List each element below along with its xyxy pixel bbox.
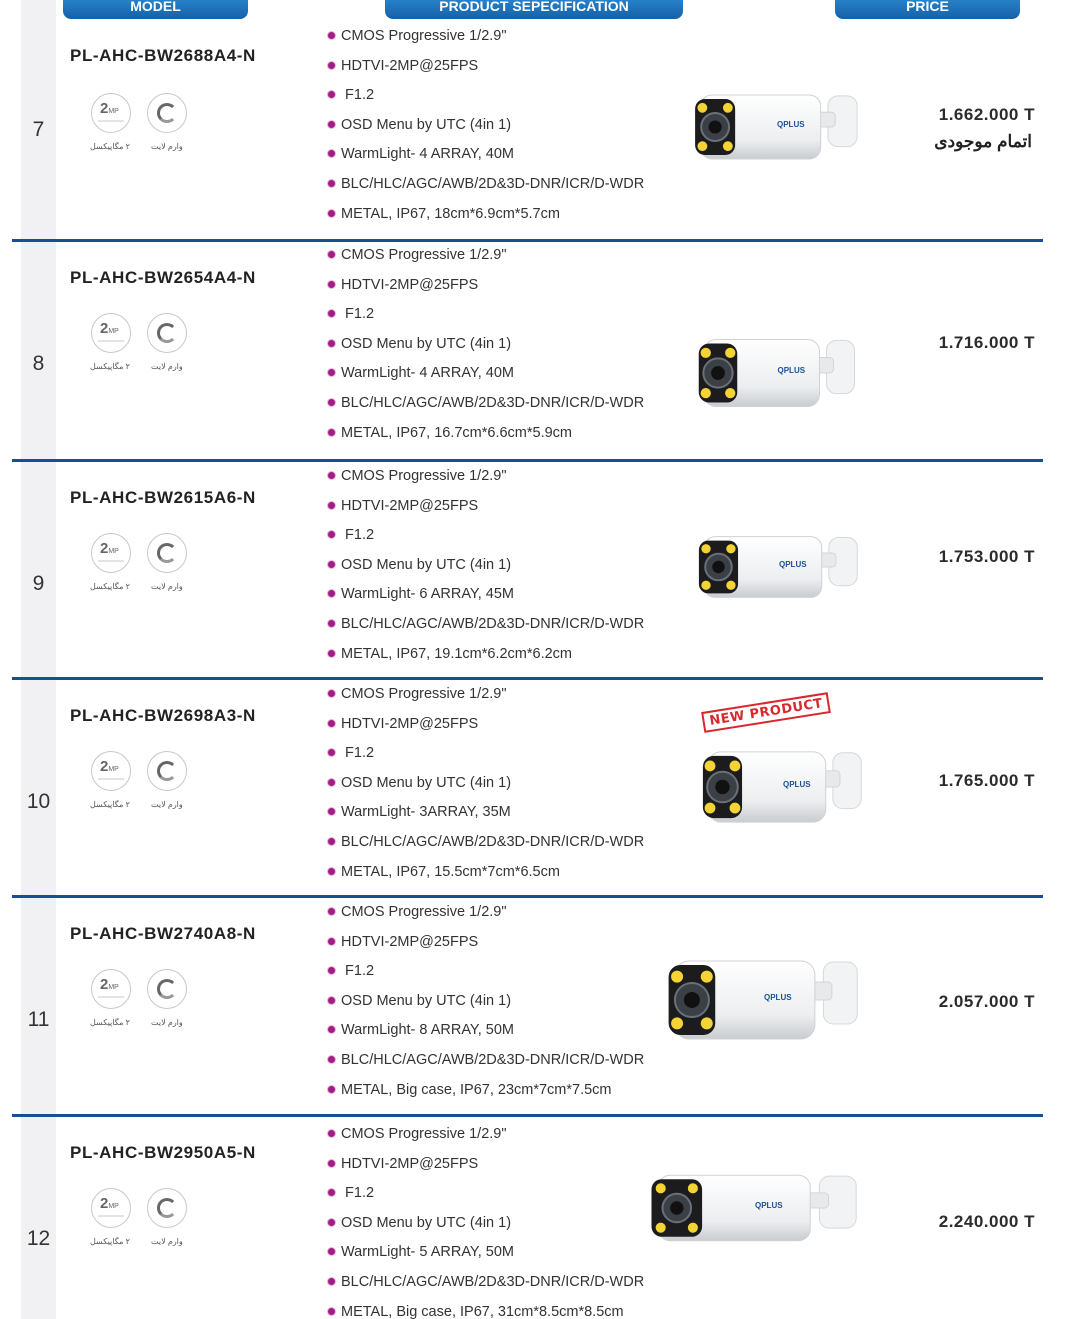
spec-text: WarmLight- 4 ARRAY, 40M xyxy=(341,365,514,382)
spec-text: CMOS Progressive 1/2.9" xyxy=(341,247,507,263)
spec-text: F1.2 xyxy=(341,87,375,104)
spec-text: HDTVI-2MP@25FPS xyxy=(341,933,479,950)
bullet-dot-icon xyxy=(328,967,335,974)
column-header-price: PRICE xyxy=(835,0,1020,19)
spec-text: OSD Menu by UTC (4in 1) xyxy=(341,1214,512,1231)
stock-status: اتمام موجودی xyxy=(934,132,1032,151)
price-value: 1.662.000 T xyxy=(938,105,1035,124)
spec-text: METAL, IP67, 15.5cm*7cm*6.5cm xyxy=(341,863,560,880)
spec-item xyxy=(328,206,644,236)
bullet-dot-icon xyxy=(328,121,335,128)
warm-light-swirl-icon xyxy=(157,103,177,123)
spec-item xyxy=(328,834,644,864)
spec-item xyxy=(328,993,644,1023)
bullet-dot-icon xyxy=(328,1026,335,1033)
spec-text: OSD Menu by UTC (4in 1) xyxy=(341,774,512,791)
spec-item xyxy=(328,1215,644,1245)
bullet-dot-icon xyxy=(328,997,335,1004)
bullet-dot-icon xyxy=(328,1056,335,1063)
megapixel-number: 2 xyxy=(100,320,109,337)
megapixel-caption: ۲ مگاپیکسل xyxy=(90,362,130,371)
megapixel-unit: MP xyxy=(108,328,119,335)
warm-light-swirl-icon xyxy=(157,543,177,563)
spec-item xyxy=(328,1156,644,1186)
spec-item xyxy=(328,1304,644,1319)
spec-item xyxy=(328,934,644,964)
spec-item xyxy=(328,306,644,336)
megapixel-value xyxy=(100,758,119,775)
spec-item xyxy=(328,87,644,117)
spec-item xyxy=(328,498,644,528)
spec-item xyxy=(328,616,644,646)
model-name: PL-AHC-BW2615A6-N xyxy=(70,488,256,507)
megapixel-caption: ۲ مگاپیکسل xyxy=(90,142,130,151)
bullet-dot-icon xyxy=(328,650,335,657)
price-value: 2.240.000 T xyxy=(938,1212,1035,1231)
spec-text: METAL, Big case, IP67, 31cm*8.5cm*8.5cm xyxy=(341,1303,624,1319)
row-divider xyxy=(12,239,1043,242)
spec-text: METAL, Big case, IP67, 23cm*7cm*7.5cm xyxy=(341,1081,612,1098)
spec-text: HDTVI-2MP@25FPS xyxy=(341,1155,479,1172)
warm-light-caption: وارم لایت xyxy=(151,362,183,371)
spec-text: HDTVI-2MP@25FPS xyxy=(341,276,479,293)
megapixel-value xyxy=(100,540,119,557)
index-column-background xyxy=(21,0,56,1319)
row-number: 11 xyxy=(27,1008,50,1031)
spec-item xyxy=(328,1244,644,1274)
bullet-dot-icon xyxy=(328,472,335,479)
megapixel-value xyxy=(100,100,119,117)
svg-text:QPLUS: QPLUS xyxy=(777,120,805,129)
spec-item xyxy=(328,686,644,716)
price-value: 2.057.000 T xyxy=(938,992,1035,1011)
bullet-dot-icon xyxy=(328,908,335,915)
spec-item xyxy=(328,804,644,834)
spec-text: BLC/HLC/AGC/AWB/2D&3D-DNR/ICR/D-WDR xyxy=(341,833,645,850)
spec-text: CMOS Progressive 1/2.9" xyxy=(341,686,507,702)
model-name: PL-AHC-BW2740A8-N xyxy=(70,924,256,943)
megapixel-value xyxy=(100,1195,119,1212)
spec-text: BLC/HLC/AGC/AWB/2D&3D-DNR/ICR/D-WDR xyxy=(341,1273,645,1290)
spec-text: OSD Menu by UTC (4in 1) xyxy=(341,335,512,352)
bullet-dot-icon xyxy=(328,1278,335,1285)
spec-item xyxy=(328,963,644,993)
spec-item xyxy=(328,58,644,88)
spec-item xyxy=(328,277,644,307)
model-name: PL-AHC-BW2688A4-N xyxy=(70,46,256,65)
row-divider xyxy=(12,1114,1043,1117)
spec-text: METAL, IP67, 18cm*6.9cm*5.7cm xyxy=(341,205,560,222)
megapixel-caption: ۲ مگاپیکسل xyxy=(90,1018,130,1027)
spec-item xyxy=(328,1022,644,1052)
spec-list xyxy=(328,28,644,235)
spec-item xyxy=(328,425,644,455)
megapixel-badge-icon xyxy=(91,751,131,791)
spec-text: HDTVI-2MP@25FPS xyxy=(341,57,479,74)
bullet-dot-icon xyxy=(328,180,335,187)
bullet-dot-icon xyxy=(328,1189,335,1196)
badge-underline xyxy=(98,340,124,342)
spec-text: WarmLight- 5 ARRAY, 50M xyxy=(341,1244,514,1261)
bullet-dot-icon xyxy=(328,590,335,597)
spec-list xyxy=(328,247,644,454)
megapixel-caption: ۲ مگاپیکسل xyxy=(90,582,130,591)
megapixel-badge-icon xyxy=(91,533,131,573)
megapixel-number: 2 xyxy=(100,100,109,117)
bullet-dot-icon xyxy=(328,340,335,347)
megapixel-unit: MP xyxy=(108,548,119,555)
spec-text: METAL, IP67, 19.1cm*6.2cm*6.2cm xyxy=(341,645,573,662)
svg-text:QPLUS: QPLUS xyxy=(764,993,792,1002)
svg-text:QPLUS: QPLUS xyxy=(783,780,811,789)
megapixel-unit: MP xyxy=(108,1203,119,1210)
spec-text: CMOS Progressive 1/2.9" xyxy=(341,1126,507,1142)
bullet-camera-icon xyxy=(690,330,865,421)
spec-item xyxy=(328,1082,644,1112)
spec-item xyxy=(328,247,644,277)
spec-text: WarmLight- 3ARRAY, 35M xyxy=(341,804,511,821)
warm-light-badge-icon xyxy=(147,93,187,133)
spec-item xyxy=(328,468,644,498)
spec-item xyxy=(328,146,644,176)
spec-item xyxy=(328,557,644,587)
megapixel-number: 2 xyxy=(100,976,109,993)
warm-light-badge-icon xyxy=(147,1188,187,1228)
row-number: 7 xyxy=(32,118,45,141)
bullet-dot-icon xyxy=(328,779,335,786)
bullet-dot-icon xyxy=(328,251,335,258)
row-number: 12 xyxy=(26,1227,51,1250)
bullet-dot-icon xyxy=(328,808,335,815)
spec-text: BLC/HLC/AGC/AWB/2D&3D-DNR/ICR/D-WDR xyxy=(341,175,645,192)
warm-light-swirl-icon xyxy=(157,1198,177,1218)
row-number: 9 xyxy=(32,572,45,595)
spec-list xyxy=(328,904,644,1111)
svg-text:QPLUS: QPLUS xyxy=(779,560,807,569)
spec-item xyxy=(328,28,644,58)
megapixel-badge-icon xyxy=(91,1188,131,1228)
bullet-dot-icon xyxy=(328,32,335,39)
warm-light-caption: وارم لایت xyxy=(151,1237,183,1246)
bullet-dot-icon xyxy=(328,531,335,538)
bullet-camera-icon xyxy=(690,528,868,611)
badge-underline xyxy=(98,120,124,122)
price-value: 1.753.000 T xyxy=(938,547,1035,566)
spec-text: WarmLight- 4 ARRAY, 40M xyxy=(341,146,514,163)
spec-item xyxy=(328,176,644,206)
warm-light-caption: وارم لایت xyxy=(151,800,183,809)
price-value: 1.716.000 T xyxy=(938,333,1035,352)
spec-item xyxy=(328,1185,644,1215)
spec-text: BLC/HLC/AGC/AWB/2D&3D-DNR/ICR/D-WDR xyxy=(341,1051,645,1068)
badge-underline xyxy=(98,778,124,780)
spec-item xyxy=(328,745,644,775)
megapixel-unit: MP xyxy=(108,766,119,773)
bullet-dot-icon xyxy=(328,62,335,69)
spec-text: WarmLight- 6 ARRAY, 45M xyxy=(341,586,514,603)
bullet-camera-icon xyxy=(694,742,872,837)
badge-underline xyxy=(98,560,124,562)
spec-item xyxy=(328,117,644,147)
svg-text:QPLUS: QPLUS xyxy=(755,1201,783,1210)
spec-text: F1.2 xyxy=(341,1185,375,1202)
row-number: 10 xyxy=(26,790,51,813)
spec-text: CMOS Progressive 1/2.9" xyxy=(341,468,507,484)
warm-light-badge-icon xyxy=(147,969,187,1009)
bullet-dot-icon xyxy=(328,1130,335,1137)
svg-text:QPLUS: QPLUS xyxy=(777,366,806,375)
bullet-dot-icon xyxy=(328,310,335,317)
spec-text: BLC/HLC/AGC/AWB/2D&3D-DNR/ICR/D-WDR xyxy=(341,394,645,411)
spec-text: OSD Menu by UTC (4in 1) xyxy=(341,116,512,133)
spec-text: OSD Menu by UTC (4in 1) xyxy=(341,556,512,573)
megapixel-value xyxy=(100,320,119,337)
spec-item xyxy=(328,336,644,366)
price-value: 1.765.000 T xyxy=(938,771,1035,790)
megapixel-number: 2 xyxy=(100,540,109,557)
model-name: PL-AHC-BW2698A3-N xyxy=(70,706,256,725)
row-divider xyxy=(12,895,1043,898)
bullet-dot-icon xyxy=(328,620,335,627)
spec-text: CMOS Progressive 1/2.9" xyxy=(341,904,507,920)
bullet-dot-icon xyxy=(328,429,335,436)
bullet-camera-icon xyxy=(658,950,870,1055)
bullet-dot-icon xyxy=(328,749,335,756)
warm-light-badge-icon xyxy=(147,313,187,353)
spec-item xyxy=(328,716,644,746)
model-name: PL-AHC-BW2654A4-N xyxy=(70,268,256,287)
spec-list xyxy=(328,686,644,893)
column-header-model: MODEL xyxy=(63,0,248,19)
bullet-dot-icon xyxy=(328,1248,335,1255)
warm-light-caption: وارم لایت xyxy=(151,142,183,151)
spec-list xyxy=(328,1126,644,1319)
bullet-dot-icon xyxy=(328,210,335,217)
spec-text: METAL, IP67, 16.7cm*6.6cm*5.9cm xyxy=(341,424,573,441)
bullet-dot-icon xyxy=(328,1308,335,1315)
spec-item xyxy=(328,775,644,805)
spec-item xyxy=(328,1126,644,1156)
bullet-dot-icon xyxy=(328,720,335,727)
new-product-stamp: NEW PRODUCT xyxy=(701,692,831,733)
warm-light-badge-icon xyxy=(147,751,187,791)
megapixel-badge-icon xyxy=(91,969,131,1009)
warm-light-caption: وارم لایت xyxy=(151,582,183,591)
spec-item xyxy=(328,527,644,557)
spec-text: F1.2 xyxy=(341,745,375,762)
bullet-dot-icon xyxy=(328,1160,335,1167)
spec-item xyxy=(328,904,644,934)
badge-underline xyxy=(98,996,124,998)
bullet-dot-icon xyxy=(328,690,335,697)
spec-text: BLC/HLC/AGC/AWB/2D&3D-DNR/ICR/D-WDR xyxy=(341,615,645,632)
bullet-dot-icon xyxy=(328,399,335,406)
spec-text: HDTVI-2MP@25FPS xyxy=(341,497,479,514)
bullet-dot-icon xyxy=(328,91,335,98)
megapixel-unit: MP xyxy=(108,984,119,991)
spec-list xyxy=(328,468,644,675)
row-divider xyxy=(12,459,1043,462)
bullet-dot-icon xyxy=(328,561,335,568)
spec-item xyxy=(328,365,644,395)
megapixel-badge-icon xyxy=(91,313,131,353)
spec-text: CMOS Progressive 1/2.9" xyxy=(341,28,507,44)
megapixel-caption: ۲ مگاپیکسل xyxy=(90,1237,130,1246)
bullet-dot-icon xyxy=(328,1086,335,1093)
spec-item xyxy=(328,395,644,425)
bullet-dot-icon xyxy=(328,281,335,288)
spec-text: F1.2 xyxy=(341,306,375,323)
warm-light-caption: وارم لایت xyxy=(151,1018,183,1027)
warm-light-swirl-icon xyxy=(157,323,177,343)
megapixel-unit: MP xyxy=(108,108,119,115)
warm-light-badge-icon xyxy=(147,533,187,573)
row-number: 8 xyxy=(32,352,45,375)
spec-item xyxy=(328,1274,644,1304)
megapixel-caption: ۲ مگاپیکسل xyxy=(90,800,130,809)
model-name: PL-AHC-BW2950A5-N xyxy=(70,1143,256,1162)
column-header-specification: PRODUCT SEPECIFICATION xyxy=(385,0,683,19)
warm-light-swirl-icon xyxy=(157,979,177,999)
megapixel-number: 2 xyxy=(100,1195,109,1212)
row-divider xyxy=(12,677,1043,680)
bullet-dot-icon xyxy=(328,938,335,945)
spec-text: F1.2 xyxy=(341,527,375,544)
spec-text: HDTVI-2MP@25FPS xyxy=(341,715,479,732)
spec-item xyxy=(328,864,644,894)
megapixel-value xyxy=(100,976,119,993)
bullet-camera-icon xyxy=(686,86,868,173)
bullet-dot-icon xyxy=(328,838,335,845)
badge-underline xyxy=(98,1215,124,1217)
spec-item xyxy=(328,586,644,616)
bullet-dot-icon xyxy=(328,868,335,875)
bullet-dot-icon xyxy=(328,150,335,157)
bullet-dot-icon xyxy=(328,369,335,376)
bullet-dot-icon xyxy=(328,502,335,509)
warm-light-swirl-icon xyxy=(157,761,177,781)
bullet-camera-icon xyxy=(640,1166,870,1255)
megapixel-badge-icon xyxy=(91,93,131,133)
bullet-dot-icon xyxy=(328,1219,335,1226)
spec-item xyxy=(328,1052,644,1082)
spec-text: WarmLight- 8 ARRAY, 50M xyxy=(341,1022,514,1039)
spec-text: F1.2 xyxy=(341,963,375,980)
spec-text: OSD Menu by UTC (4in 1) xyxy=(341,992,512,1009)
spec-item xyxy=(328,646,644,676)
megapixel-number: 2 xyxy=(100,758,109,775)
